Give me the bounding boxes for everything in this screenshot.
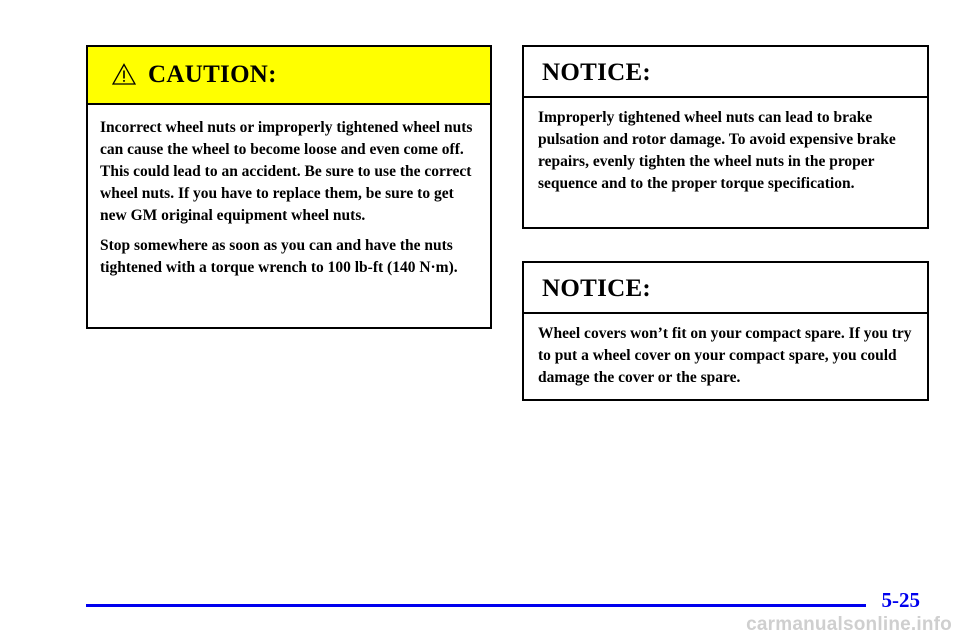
page-number: 5-25 — [881, 588, 920, 612]
caution-paragraph: Stop somewhere as soon as you can and have the nuts tightened with a torque wrench to 100 lb-ft (140 N·m). — [100, 237, 458, 276]
caution-paragraph: Incorrect wheel nuts or improperly tightened wheel nuts can cause the wheel to become loose and even come off. This could lead to an accident. Be sure to use the correct wheel nuts. If you have to replace them, be sure to get new GM original equipment wheel nuts. — [100, 119, 473, 224]
notice-box — [522, 261, 929, 401]
notice-text: Improperly tightened wheel nuts can lead to brake pulsation and rotor damage. To avoid expensive brake repairs, evenly tighten the wheel nuts in the proper sequence and to the proper torque specification. — [538, 109, 896, 192]
notice-title: NOTICE: — [542, 275, 652, 302]
caution-box — [86, 45, 492, 329]
notice-header — [524, 47, 927, 98]
caution-body — [88, 105, 490, 279]
notice-box — [522, 45, 929, 229]
caution-title: CAUTION: — [148, 61, 277, 88]
caution-header — [88, 47, 490, 105]
notice-body — [524, 314, 927, 389]
warning-triangle-icon — [112, 63, 136, 85]
notice-text: Wheel covers won’t fit on your compact spare. If you try to put a wheel cover on your compact spare, you could damage the cover or the spare. — [538, 325, 912, 386]
notice-body — [524, 98, 927, 195]
notice-title: NOTICE: — [542, 59, 652, 86]
footer-rule — [86, 604, 866, 607]
notice-header — [524, 263, 927, 314]
watermark: carmanualsonline.info — [746, 614, 952, 635]
